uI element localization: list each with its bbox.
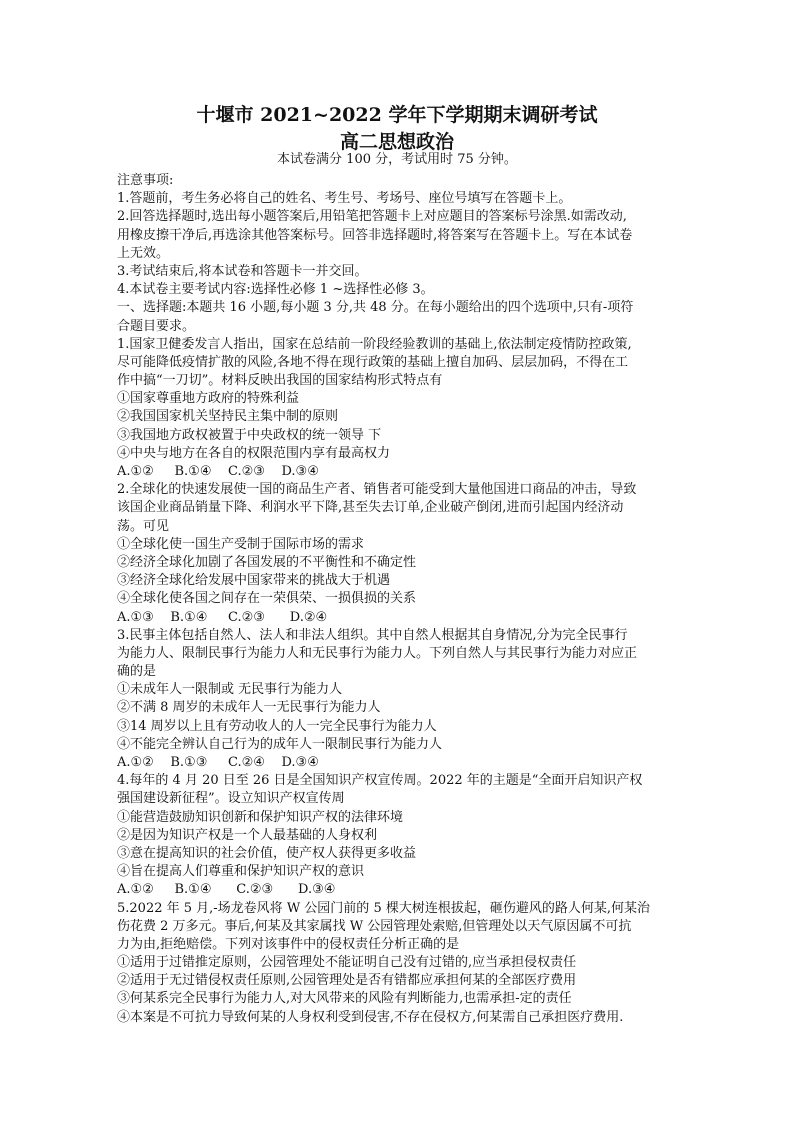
question-item: ②经济全球化加剧了各国发展的不平衡性和不确定性 [117, 554, 417, 570]
question-stem: 1.国家卫健委发言人指出，国家在总结前一阶段经验教训的基础上,依法制定疫情防控政策, [117, 336, 632, 352]
question-1 [117, 336, 683, 482]
question-item: ③意在提高知识的社会价值，使产权人获得更多收益 [117, 845, 417, 861]
question-item: ①国家尊重地方政府的特殊利益 [117, 391, 300, 407]
question-stem: 3.民事主体包括自然人、法人和非法人组织。其中自然人根据其自身情况,分为完全民事行 [117, 627, 628, 643]
question-item: ③14 周岁以上且有劳动收人的人一完全民事行为能力人 [117, 718, 437, 734]
answer-options: A.①③ B.①④ C.②③ D.②④ [117, 609, 328, 625]
question-stem: 伤花费 2 万多元。事后,何某及其家属找 W 公园管理处索赔,但管理处以天气原因属不可抗 [117, 918, 632, 934]
exam-body [117, 172, 683, 1027]
question-stem: 确的是 [117, 664, 157, 680]
section-line: 合题目要求。 [117, 318, 196, 334]
notice-line: 1.答题前，考生务必将自己的姓名、考生号、考场号、座位号填写在答题卡上。 [117, 191, 572, 207]
notice-line: 2.回答选择题时,选出每小题答案后,用铅笔把答题卡上对应题目的答案标号涂黑.如需改动, [117, 209, 627, 225]
question-stem: 为能力人、限制民事行为能力人和无民事行为能力人。下列自然人与其民事行为能力对应正 [117, 645, 638, 661]
question-item: ②适用于无过错侵权责任原则,公园管理处是否有错都应承担何某的全部医疗费用 [117, 973, 577, 989]
question-item: ②是因为知识产权是一个人最基础的人身权利 [117, 827, 378, 843]
question-item: ③经济全球化给发展中国家带来的挑战大于机遇 [117, 573, 391, 589]
question-item: ③我国地方政权被置于中央政权的统一领导 下 [117, 427, 382, 443]
question-item: ②不满 8 周岁的未成年人一无民事行为能力人 [117, 700, 381, 716]
answer-options: A.①② B.①④ C.②③ D.③④ [117, 882, 336, 898]
section-line: 一、选择题:本题共 16 小题,每小题 3 分,共 48 分。在每小题给出的四个选项中,只有-项符 [117, 300, 634, 316]
question-item: ①全球化使一国生产受制于国际市场的需求 [117, 536, 365, 552]
notice-line: 4.本试卷主要考试内容:选择性必修 1 ~选择性必修 3。 [117, 282, 434, 298]
section-heading [117, 299, 683, 335]
notice-line: 3.考试结束后,将本试卷和答题卡一并交回。 [117, 263, 368, 279]
question-stem: 荡。可见 [117, 518, 170, 534]
question-item: ④本案是不可抗力导致何某的人身权利受到侵害,不存在侵权方,何某需自己承担医疗费用. [117, 1009, 624, 1025]
question-item: ④全球化使各国之间存在一荣俱荣、一损俱损的关系 [117, 591, 417, 607]
exam-title: 十堰市 2021~2022 学年下学期期末调研考试 [196, 104, 598, 126]
question-stem: 力为由,拒绝赔偿。下列对该事件中的侵权责任分析正确的是 [117, 936, 460, 952]
notice-heading: 注意事项: [117, 173, 174, 188]
question-item: ②我国国家机关坚持民主集中制的原则 [117, 409, 339, 425]
question-item: ④不能完全辨认自己行为的成年人一限制民事行为能力人 [117, 736, 443, 752]
question-stem: 4.每年的 4 月 20 日至 26 日是全国知识产权宣传周。2022 年的主题是“全面开启知识产权 [117, 773, 643, 789]
question-item: ④旨在提高人们尊重和保护知识产权的意识 [117, 864, 365, 880]
notice-line: 用橡皮擦干净后,再选涂其他答案标号。回答非选择题时,将答案写在答题卡上。写在本试卷 [117, 227, 633, 243]
answer-options: A.①② B.①④ C.②③ D.③④ [117, 464, 319, 479]
subject-title: 高二思想政治 [339, 131, 454, 153]
question-item: ④中央与地方在各自的权限范围内享有最高权力 [117, 445, 391, 461]
question-stem: 尽可能降低疫情扩散的风险,各地不得在现行政策的基础上擅自加码、层层加码，不得在工 [117, 354, 629, 370]
question-stem: 作中搞“一刀切”。材料反映出我国的国家结构形式特点有 [117, 373, 443, 389]
answer-options: A.①② B.①③ C.②④ D.③④ [117, 755, 319, 770]
question-stem: 强国建设新征程”。设立知识产权宣传周 [117, 791, 345, 807]
question-2 [117, 481, 683, 627]
question-5 [117, 900, 683, 1027]
question-item: ③何某系完全民事行为能力人,对大风带来的风险有判断能力,也需承担-定的责任 [117, 991, 572, 1007]
notice-block [117, 172, 683, 299]
question-item: ①能营造鼓励知识创新和保护知识产权的法律环境 [117, 809, 404, 825]
notice-line: 上无效。 [117, 245, 170, 261]
question-item: ①未成年人一限制或 无民事行为能力人 [117, 682, 343, 698]
question-stem: 5.2022 年 5 月,-场龙卷风将 W 公园门前的 5 棵大树连根拔起，砸伤避风的路人何某,何某治 [117, 900, 650, 916]
question-item: ①适用于过错推定原则，公园管理处不能证明自己没有过错的,应当承担侵权责任 [117, 955, 577, 971]
question-3 [117, 627, 683, 773]
question-stem: 该国企业商品销量下降、利润水平下降,甚至失去订单,企业破产倒闭,进而引起国内经济动 [117, 500, 624, 516]
question-4 [117, 772, 683, 899]
exam-info: 本试卷满分 100 分，考试用时 75 分钟。 [277, 152, 517, 167]
question-stem: 2.全球化的快速发展使一国的商品生产者、销售者可能受到大量他国进口商品的冲击，导致 [117, 482, 637, 498]
